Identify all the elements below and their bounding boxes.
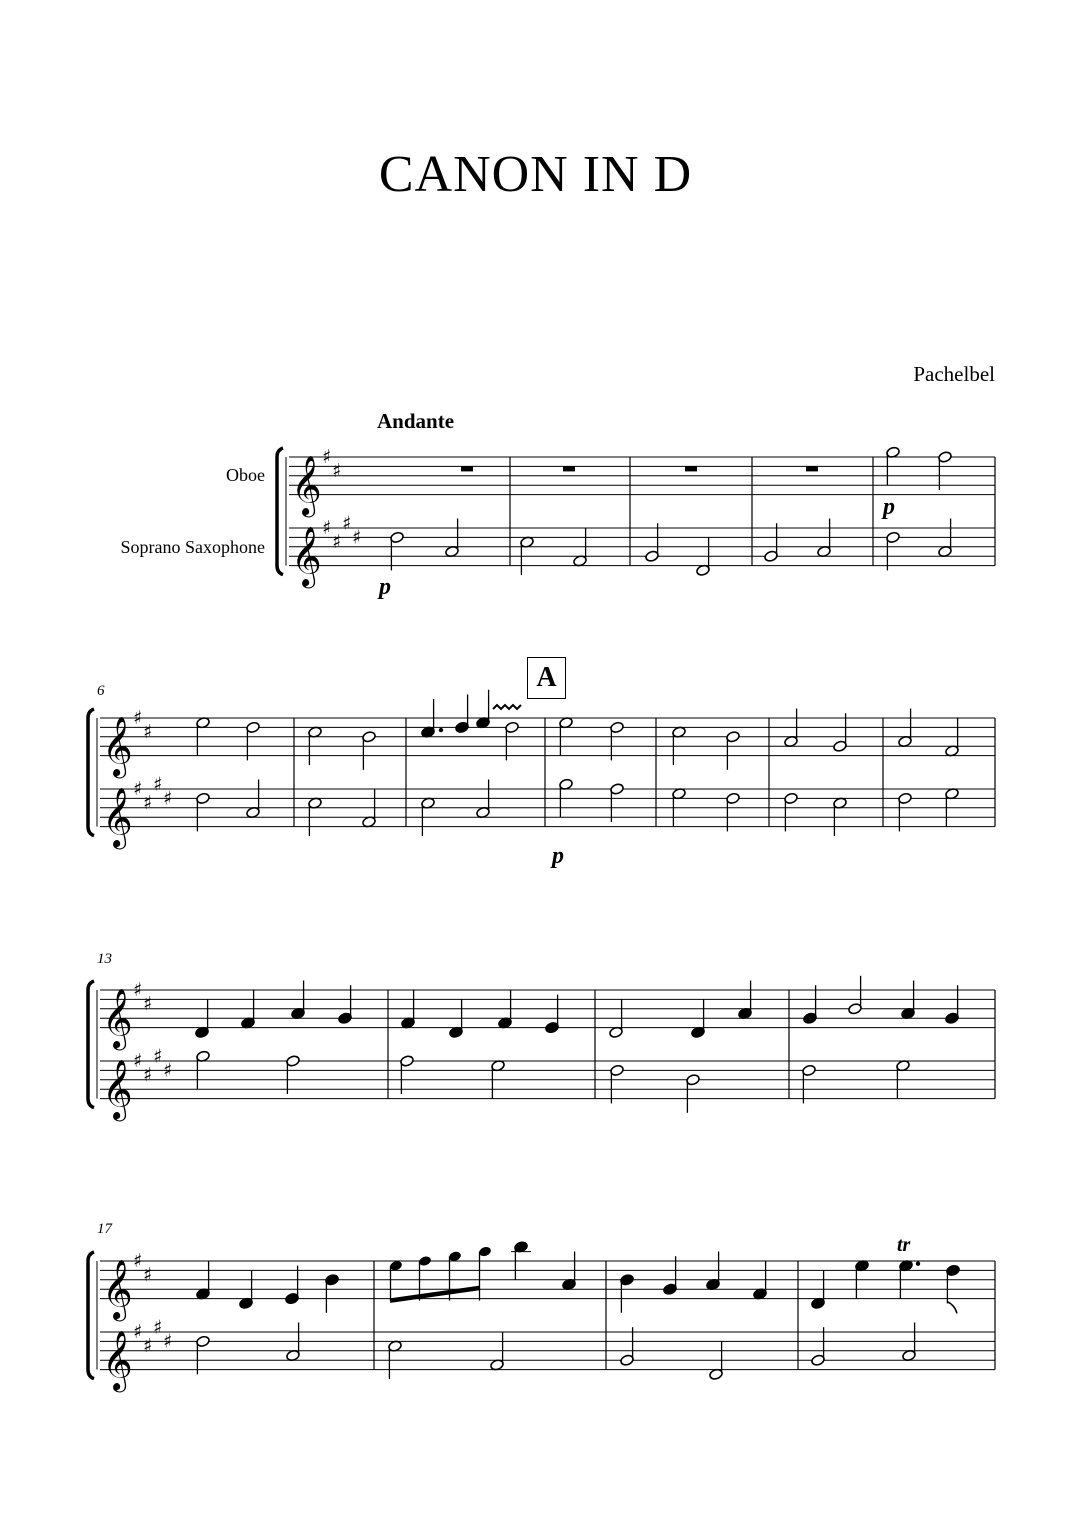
key-signature-sharp: ♯ xyxy=(133,1050,143,1072)
key-signature-sharp: ♯ xyxy=(143,1264,153,1287)
key-signature-sharp: ♯ xyxy=(133,778,143,800)
system-bracket xyxy=(88,709,94,836)
key-signature-sharp: ♯ xyxy=(332,460,342,483)
key-signature-sharp: ♯ xyxy=(322,446,332,468)
treble-clef: 𝄞 xyxy=(291,526,322,587)
whole-rest xyxy=(806,466,818,471)
system-bracket xyxy=(88,1252,94,1379)
whole-rest xyxy=(461,466,473,471)
treble-clef: 𝄞 xyxy=(291,455,322,516)
key-signature-sharp: ♯ xyxy=(133,979,143,1001)
key-signature-sharp: ♯ xyxy=(332,531,342,554)
measure-number: 6 xyxy=(97,683,105,699)
key-signature-sharp: ♯ xyxy=(143,721,153,744)
instrument-label-saxophone: Soprano Saxophone xyxy=(120,537,265,557)
treble-clef: 𝄞 xyxy=(102,787,133,848)
rehearsal-mark: A xyxy=(527,657,566,699)
augmentation-dot xyxy=(439,728,443,732)
key-signature-sharp: ♯ xyxy=(163,787,173,810)
measure-number: 17 xyxy=(97,1221,112,1237)
dynamic-piano: p xyxy=(379,574,391,600)
dynamic-piano: p xyxy=(883,494,895,520)
whole-rest xyxy=(563,466,575,471)
key-signature-sharp: ♯ xyxy=(143,993,153,1016)
treble-clef: 𝄞 xyxy=(102,1330,133,1391)
key-signature-sharp: ♯ xyxy=(143,1064,153,1087)
tempo-marking: Andante xyxy=(377,409,455,433)
treble-clef: 𝄞 xyxy=(102,1259,133,1320)
mordent-icon xyxy=(493,705,521,709)
measure-number: 13 xyxy=(97,951,112,967)
key-signature-sharp: ♯ xyxy=(133,1250,143,1272)
key-signature-sharp: ♯ xyxy=(322,517,332,539)
system-bracket xyxy=(277,448,283,575)
key-signature-sharp: ♯ xyxy=(153,773,163,796)
key-signature-sharp: ♯ xyxy=(143,792,153,815)
key-signature-sharp: ♯ xyxy=(163,1330,173,1353)
composer-name: Pachelbel xyxy=(913,362,995,386)
score-title: CANON IN D xyxy=(378,146,693,203)
system-bracket xyxy=(88,981,94,1108)
trill-mark: tr xyxy=(897,1234,911,1256)
key-signature-sharp: ♯ xyxy=(153,1316,163,1339)
key-signature-sharp: ♯ xyxy=(133,707,143,729)
key-signature-sharp: ♯ xyxy=(133,1321,143,1343)
augmentation-dot xyxy=(916,1262,920,1266)
instrument-label-oboe: Oboe xyxy=(226,465,265,485)
key-signature-sharp: ♯ xyxy=(143,1335,153,1358)
key-signature-sharp: ♯ xyxy=(153,1045,163,1068)
key-signature-sharp: ♯ xyxy=(163,1059,173,1082)
eighth-flag xyxy=(947,1301,957,1313)
dynamic-piano: p xyxy=(552,843,564,869)
key-signature-sharp: ♯ xyxy=(352,526,362,549)
whole-rest xyxy=(685,466,697,471)
key-signature-sharp: ♯ xyxy=(342,512,352,535)
treble-clef: 𝄞 xyxy=(102,1059,133,1120)
treble-clef: 𝄞 xyxy=(102,988,133,1049)
treble-clef: 𝄞 xyxy=(102,716,133,777)
